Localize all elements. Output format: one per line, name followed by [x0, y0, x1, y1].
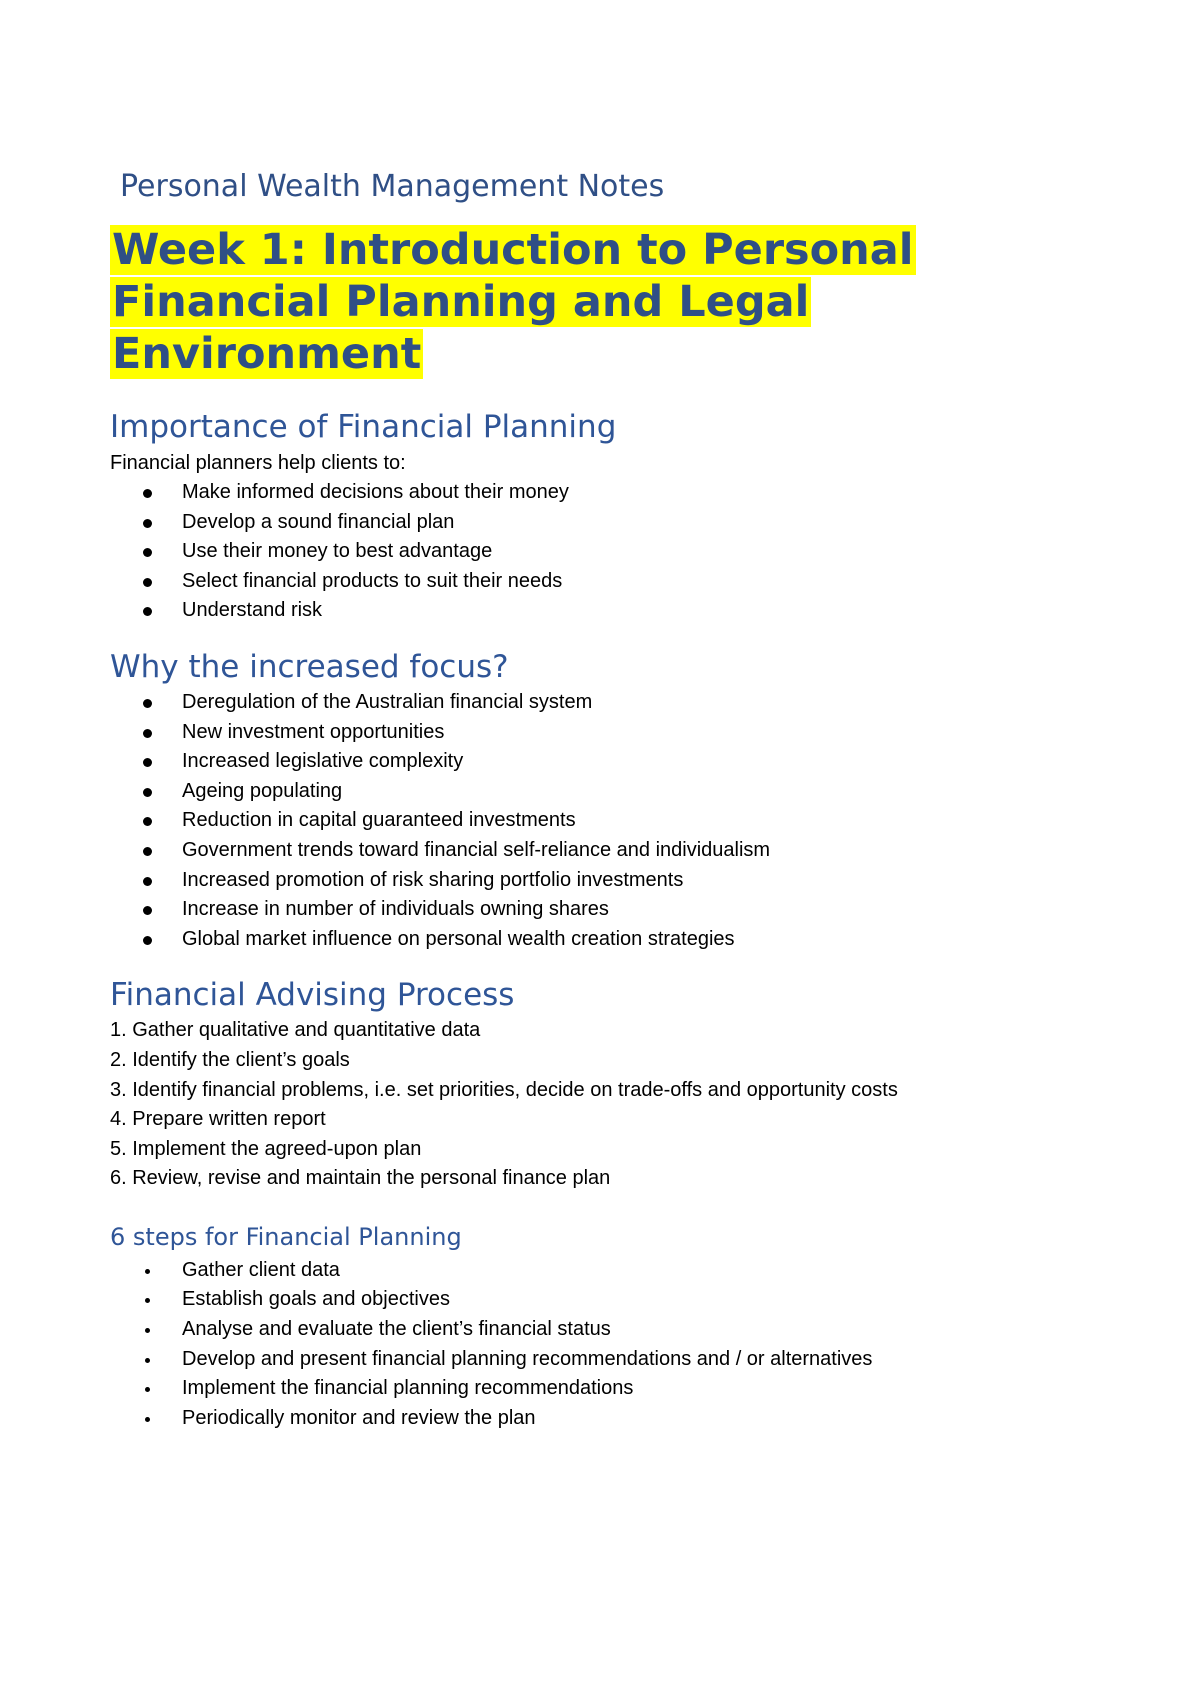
- list-item: Increased promotion of risk sharing portfolio investments: [110, 866, 1110, 896]
- list-item: 5. Implement the agreed-upon plan: [110, 1137, 422, 1160]
- bullet-icon: [143, 847, 152, 856]
- section-heading-importance: Importance of Financial Planning: [110, 409, 617, 445]
- list-item: Establish goals and objectives: [110, 1285, 1110, 1315]
- week-heading: [110, 224, 970, 380]
- list-item: New investment opportunities: [110, 718, 1110, 748]
- bullet-icon: [145, 1269, 150, 1274]
- list-item: Increase in number of individuals owning shares: [110, 895, 1110, 925]
- week-heading-text: Week 1: Introduction to Personal Financial Planning and Legal Environment: [112, 225, 914, 379]
- bullet-icon: [143, 906, 152, 915]
- section-heading-six-steps: 6 steps for Financial Planning: [110, 1222, 462, 1251]
- list-item: Use their money to best advantage: [110, 537, 1110, 567]
- bullet-icon: [145, 1328, 150, 1333]
- bullet-icon: [143, 729, 152, 738]
- list-item: Gather client data: [110, 1256, 1110, 1286]
- list-item: Periodically monitor and review the plan: [110, 1404, 1110, 1434]
- importance-list: [110, 478, 1110, 626]
- bullet-icon: [143, 699, 152, 708]
- bullet-icon: [145, 1387, 150, 1392]
- bullet-icon: [143, 877, 152, 886]
- bullet-icon: [143, 519, 152, 528]
- list-item: Implement the financial planning recommendations: [110, 1374, 1110, 1404]
- bullet-icon: [143, 489, 152, 498]
- section-heading-focus: Why the increased focus?: [110, 648, 509, 685]
- section-heading-advising: Financial Advising Process: [110, 977, 515, 1014]
- bullet-icon: [145, 1358, 150, 1363]
- bullet-icon: [143, 607, 152, 616]
- bullet-icon: [143, 817, 152, 826]
- list-item: Increased legislative complexity: [110, 747, 1110, 777]
- bullet-icon: [145, 1298, 150, 1303]
- list-item: Select financial products to suit their needs: [110, 567, 1110, 597]
- list-item: Global market influence on personal wealth creation strategies: [110, 925, 1110, 955]
- importance-intro: Financial planners help clients to:: [110, 452, 406, 474]
- six-steps-list: [110, 1256, 1110, 1434]
- list-item: Ageing populating: [110, 777, 1110, 807]
- list-item: Develop a sound financial plan: [110, 508, 1110, 538]
- list-item: 6. Review, revise and maintain the personal finance plan: [110, 1167, 611, 1190]
- document-content: [110, 168, 1110, 1455]
- document-title: Personal Wealth Management Notes: [120, 169, 665, 204]
- bullet-icon: [143, 788, 152, 797]
- bullet-icon: [143, 578, 152, 587]
- bullet-icon: [143, 548, 152, 557]
- focus-list: [110, 688, 1110, 954]
- list-item: Analyse and evaluate the client’s financial status: [110, 1315, 1110, 1345]
- list-item: Develop and present financial planning recommendations and / or alternatives: [110, 1345, 1110, 1375]
- bullet-icon: [145, 1417, 150, 1422]
- list-item: 1. Gather qualitative and quantitative data: [110, 1019, 481, 1042]
- list-item: Make informed decisions about their money: [110, 478, 1110, 508]
- bullet-icon: [143, 936, 152, 945]
- list-item: 3. Identify financial problems, i.e. set priorities, decide on trade-offs and opportunity costs: [110, 1078, 898, 1101]
- list-item: 4. Prepare written report: [110, 1108, 326, 1131]
- list-item: Understand risk: [110, 596, 1110, 626]
- list-item: Reduction in capital guaranteed investments: [110, 806, 1110, 836]
- list-item: Government trends toward financial self-reliance and individualism: [110, 836, 1110, 866]
- advising-steps-list: [110, 1016, 1110, 1194]
- list-item: 2. Identify the client’s goals: [110, 1048, 350, 1071]
- bullet-icon: [143, 758, 152, 767]
- list-item: Deregulation of the Australian financial system: [110, 688, 1110, 718]
